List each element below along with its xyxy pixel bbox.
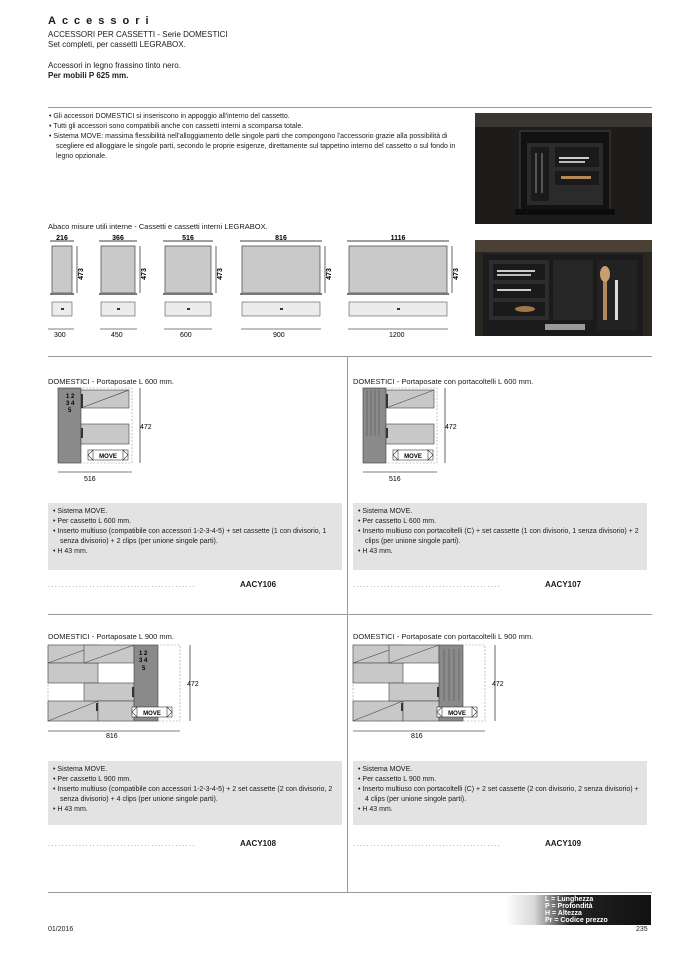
width-dimension: 816 [106,733,118,740]
intro-bullets [48,112,468,162]
info-bullet: • Sistema MOVE. [358,508,413,515]
product-info [48,761,342,825]
abaco-drawer-4 [240,235,333,339]
abaco-height: 473 [453,268,460,280]
subtitle-sets: Set completi, per cassetti LEGRABOX. [48,40,186,49]
product-numbers: 1 2 [66,394,75,400]
info-bullet: • Per cassetto L 600 mm. [53,518,132,525]
subtitle-depth: Per mobili P 625 mm. [48,71,129,80]
width-dimension: 516 [389,476,401,483]
abaco-title: Abaco misure utili interne - Cassetti e cassetti interni LEGRABOX. [48,222,268,231]
product-title: DOMESTICI - Portaposate con portacoltelli L 600 mm. [353,377,534,386]
product-info [353,503,647,570]
info-bullet: • H 43 mm. [358,806,393,813]
legend-item: P = Profondità [545,903,593,910]
intro-bullet: • Gli accessori DOMESTICI si inseriscono in appoggio all'interno del cassetto. [49,113,290,120]
info-bullet: • H 43 mm. [358,548,393,555]
abaco-drawer-2 [99,235,148,339]
product-diagram [349,386,469,484]
product-diagram [349,641,519,741]
dot-leader: ........................................... [353,841,502,848]
intro-bullet: • Sistema MOVE: massima flessibilità nell'alloggiamento delle singole parti che compongono l'accessorio grazie alla possibilità di scegliere ed alloggiare le singole parti, secondo le proprie esigenze, direttamente sul tappetino interno del cassetto o sul fondo in legno opzionale. [49,133,456,160]
product-diagram [44,641,214,741]
info-bullet: • Sistema MOVE. [53,766,108,773]
product-numbers: 3 4 [139,658,148,664]
height-dimension: 472 [187,681,199,688]
info-bullet: • Sistema MOVE. [53,508,108,515]
info-bullet: • Inserto multiuso con portacoltelli (C) + set cassette (1 con divisorio, 1 senza divisorio) + 2 clips (per unione singole parti). [358,528,639,545]
abaco-top-width: 216 [56,235,68,242]
subtitle-material: Accessori in legno frassino tinto nero. [48,61,181,70]
abaco-bottom-width: 1200 [389,332,405,339]
page-number: 235 [636,926,648,933]
info-bullet: • H 43 mm. [53,548,88,555]
abaco-drawer-1 [48,235,85,339]
info-bullet: • H 43 mm. [53,806,88,813]
divider [48,107,652,108]
drawer-photo-2 [475,240,652,341]
abaco-bottom-width: 300 [54,332,66,339]
product-title: DOMESTICI - Portaposate L 900 mm. [48,632,175,641]
abaco-drawer-5 [347,235,460,339]
width-dimension: 516 [84,476,96,483]
move-label: MOVE [99,454,117,460]
legend-item: Pr = Codice prezzo [545,917,608,924]
grid-divider [48,356,652,357]
product-numbers: 5 [142,666,146,672]
product-title: DOMESTICI - Portaposate L 600 mm. [48,377,175,386]
info-bullet: • Per cassetto L 900 mm. [358,776,437,783]
abaco-top-width: 816 [275,235,287,242]
abaco-top-width: 516 [182,235,194,242]
abaco-height: 473 [141,268,148,280]
abaco-bottom-width: 600 [180,332,192,339]
abaco-bottom-width: 450 [111,332,123,339]
product-info [353,761,647,825]
move-label: MOVE [404,454,422,460]
move-label: MOVE [448,711,466,717]
height-dimension: 472 [445,424,457,431]
product-code: AACY108 [240,839,277,848]
grid-divider [48,892,652,893]
abaco-bottom-width: 900 [273,332,285,339]
abaco-top-width: 366 [112,235,124,242]
info-bullet: • Inserto multiuso con portacoltelli (C) + 2 set cassette (2 con divisorio, 2 senza divisorio) + 4 clips (per unione singole parti). [358,786,639,803]
dot-leader: ........................................... [353,582,502,589]
legend [545,896,608,924]
abaco-top-width: 1116 [390,235,406,242]
info-bullet: • Per cassetto L 600 mm. [358,518,437,525]
info-bullet: • Per cassetto L 900 mm. [53,776,132,783]
grid-divider [48,614,652,615]
height-dimension: 472 [492,681,504,688]
move-label: MOVE [143,711,161,717]
product-title: DOMESTICI - Portaposate con portacoltelli L 900 mm. [353,632,534,641]
product-code: AACY107 [545,580,582,589]
info-bullet: • Inserto multiuso (compatibile con accessori 1-2-3-4-5) + set cassette (1 con divisorio, 1 senza divisorio) + 2 clips (per unione singole parti). [53,528,327,545]
product-code: AACY106 [240,580,277,589]
product-numbers: 5 [68,408,72,414]
product-numbers: 1 2 [139,651,148,657]
intro-bullet: • Tutti gli accessori sono compatibili anche con cassetti interni a scomparsa totale. [49,123,304,130]
legend-item: H = Altezza [545,910,582,917]
grid-divider-vertical [347,356,348,892]
page-title: Accessori [48,15,155,27]
footer-date: 01/2016 [48,926,74,933]
product-numbers: 3 4 [66,401,75,407]
dot-leader: ........................................... [48,841,197,848]
abaco-height: 473 [326,268,333,280]
legend-item: L = Lunghezza [545,896,594,903]
dot-leader: ........................................... [48,582,197,589]
height-dimension: 472 [140,424,152,431]
abaco-diagram [44,232,474,342]
product-diagram [44,386,164,484]
drawer-photo-1 [475,113,652,224]
abaco-drawer-3 [163,235,224,339]
product-code: AACY109 [545,839,582,848]
abaco-height: 473 [217,268,224,280]
width-dimension: 816 [411,733,423,740]
subtitle-series: ACCESSORI PER CASSETTI - Serie DOMESTICI [48,30,228,39]
abaco-height: 473 [78,268,85,280]
info-bullet: • Inserto multiuso (compatibile con accessori 1-2-3-4-5) + 2 set cassette (2 con divisorio, 2 senza divisorio) + 4 clips (per unione singole parti). [53,786,333,803]
info-bullet: • Sistema MOVE. [358,766,413,773]
product-info [48,503,342,570]
